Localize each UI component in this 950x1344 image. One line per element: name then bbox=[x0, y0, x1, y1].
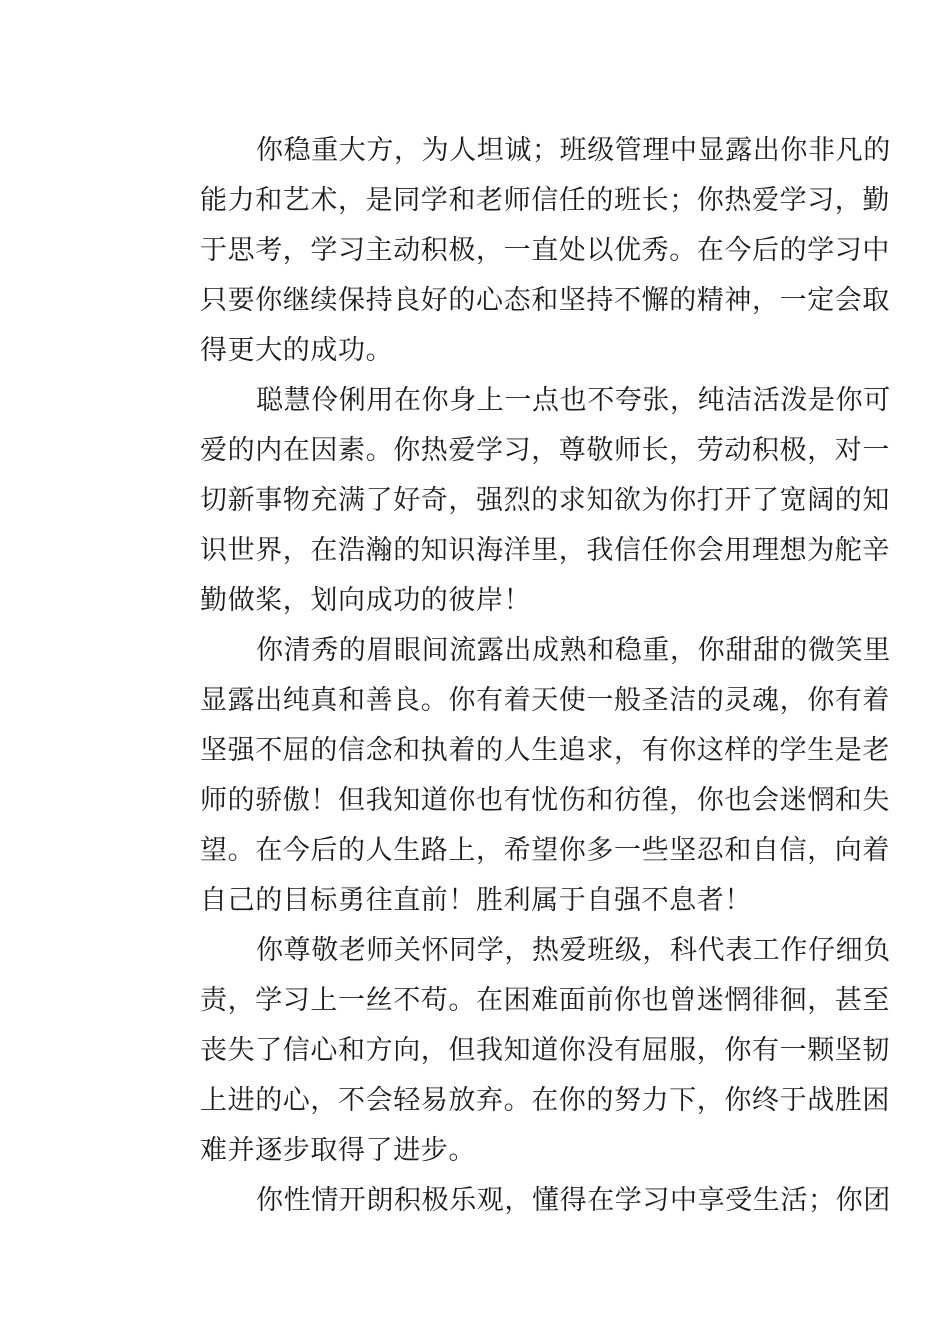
text-line: 难并逐步取得了进步。 bbox=[200, 1135, 476, 1166]
paragraph-3 bbox=[146, 626, 891, 926]
text-line: 能力和艺术，是同学和老师信任的班长；你热爱学习，勤 bbox=[200, 185, 890, 216]
text-line: 丧失了信心和方向，但我知道你没有屈服，你有一颗坚韧 bbox=[200, 1035, 890, 1066]
text-line: 爱的内在因素。你热爱学习，尊敬师长，劳动积极，对一 bbox=[200, 435, 890, 466]
paragraph-2 bbox=[146, 376, 891, 626]
text-line: 上进的心，不会轻易放弃。在你的努力下，你终于战胜困 bbox=[200, 1085, 890, 1116]
text-line: 显露出纯真和善良。你有着天使一般圣洁的灵魂，你有着 bbox=[200, 685, 890, 716]
text-line: 识世界，在浩瀚的知识海洋里，我信任你会用理想为舵辛 bbox=[200, 535, 890, 566]
text-line: 勤做桨，划向成功的彼岸！ bbox=[200, 585, 532, 616]
text-line: 聪慧伶俐用在你身上一点也不夸张，纯洁活泼是你可 bbox=[256, 385, 891, 416]
text-line: 你性情开朗积极乐观，懂得在学习中享受生活；你团 bbox=[256, 1185, 891, 1216]
text-line: 切新事物充满了好奇，强烈的求知欲为你打开了宽阔的知 bbox=[200, 485, 890, 516]
text-line: 于思考，学习主动积极，一直处以优秀。在今后的学习中 bbox=[200, 235, 890, 266]
text-line: 责，学习上一丝不苟。在困难面前你也曾迷惘徘徊，甚至 bbox=[200, 985, 890, 1016]
text-line: 坚强不屈的信念和执着的人生追求，有你这样的学生是老 bbox=[200, 735, 890, 766]
text-line: 只要你继续保持良好的心态和坚持不懈的精神，一定会取 bbox=[200, 285, 890, 316]
paragraph-1 bbox=[146, 126, 891, 376]
paragraph-4 bbox=[146, 926, 891, 1176]
text-line: 你清秀的眉眼间流露出成熟和稳重，你甜甜的微笑里 bbox=[256, 635, 891, 666]
text-line: 得更大的成功。 bbox=[200, 335, 394, 366]
text-line: 师的骄傲！但我知道你也有忧伤和彷徨，你也会迷惘和失 bbox=[200, 785, 890, 816]
text-line: 自己的目标勇往直前！胜利属于自强不息者！ bbox=[200, 885, 752, 916]
text-line: 望。在今后的人生路上，希望你多一些坚忍和自信，向着 bbox=[200, 835, 890, 866]
text-line: 你尊敬老师关怀同学，热爱班级，科代表工作仔细负 bbox=[256, 935, 891, 966]
text-line: 你稳重大方，为人坦诚；班级管理中显露出你非凡的 bbox=[256, 135, 891, 166]
paragraph-5 bbox=[146, 1176, 891, 1226]
document-body bbox=[146, 126, 891, 1226]
